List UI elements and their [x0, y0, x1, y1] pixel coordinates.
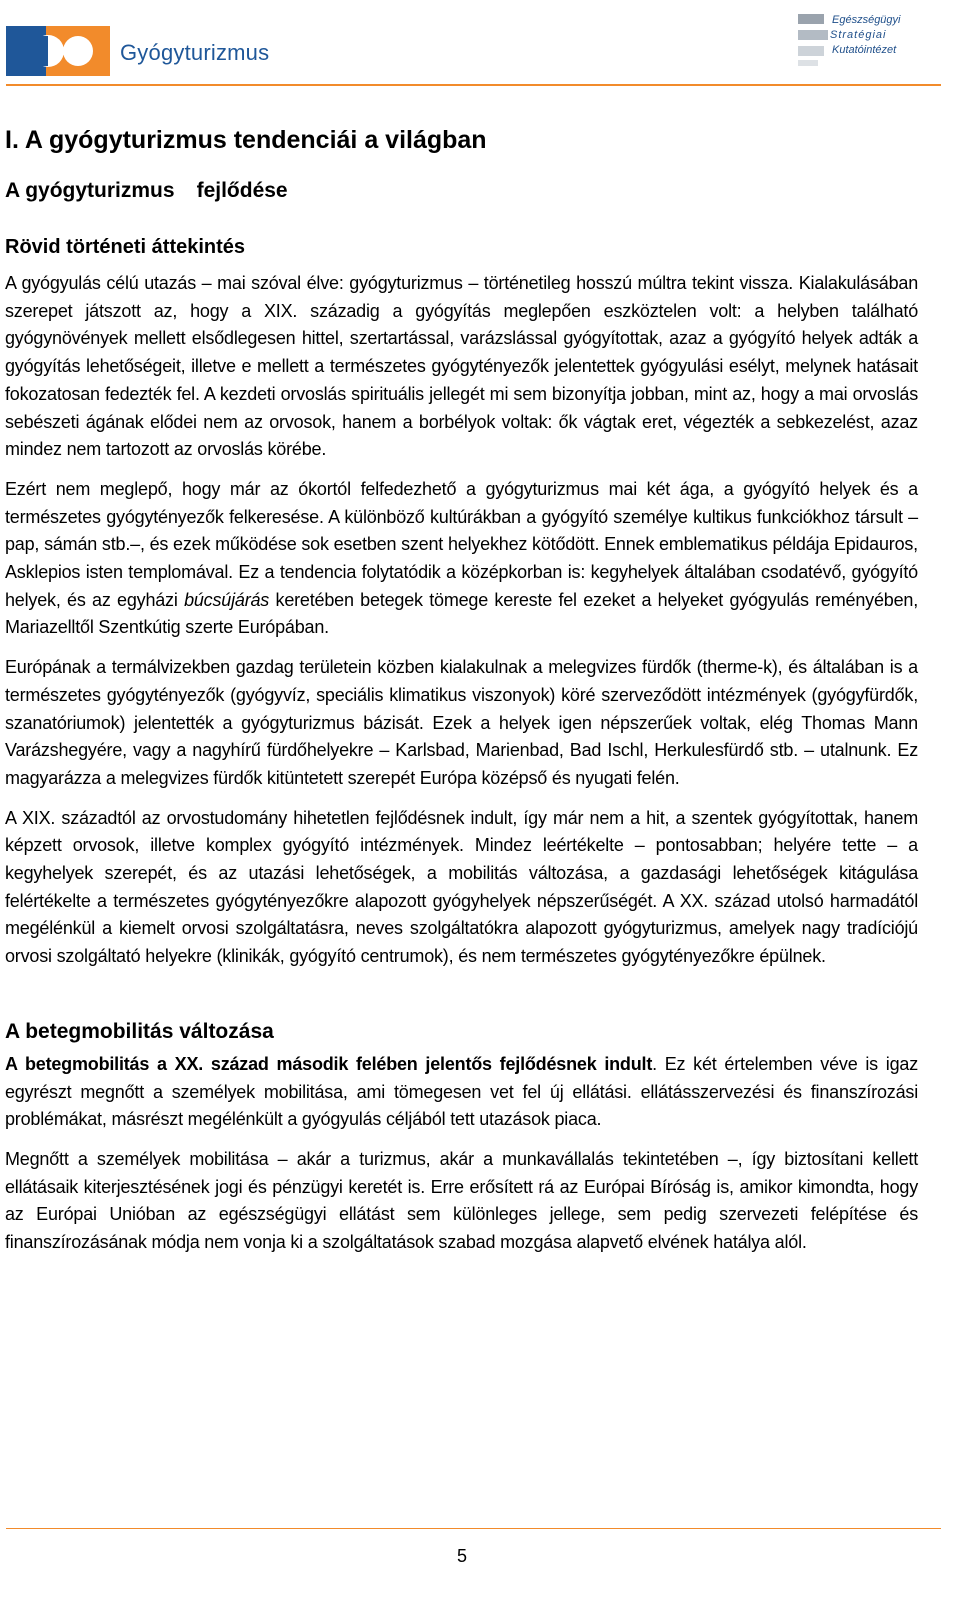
institute-line-2: Stratégiai — [830, 29, 887, 41]
page-number: 5 — [456, 1546, 467, 1566]
gyogyturizmus-logo-icon — [6, 26, 110, 76]
paragraph: A XIX. századtól az orvostudomány hihetetlen fejlődésnek indult, így már nem a hit, a szentek gyógyítottak, hanem képzett orvosok, illetve komplex gyógyító intézmények. Mindez leértékelte – pontosabban; helyére tette – a kegyhelyek szerepét, és az utazási lehetőségek, a mobilitás változása, a gazdasági lehetőségek kitágulása felértékelte a természetes gyógytényezőkre alapozott gyógyhelyek népszerűségét. A XX. század utolsó harmadától megélénkül a kiemelt orvosi szolgáltatásra, neves szolgáltatókra alapozott gyógyturizmus, amelyek nagy tradíciójú orvosi szolgáltató helyekre (klinikák, gyógyító centrumok), és nem természetes gyógytényezőkre épülnek. — [5, 807, 918, 967]
document-body — [5, 120, 918, 1257]
subtitle-part-a: A gyógyturizmus — [5, 179, 175, 202]
paragraph-italic-text: búcsújárás — [184, 589, 270, 610]
paragraph — [5, 1051, 918, 1134]
subtitle-part-b: fejlődése — [196, 179, 288, 202]
section-mobility — [5, 1017, 918, 1257]
institute-line-3: Kutatóintézet — [832, 44, 897, 56]
paragraph-bold-text: A betegmobilitás a XX. század második felében jelentős fejlődésnek indult — [5, 1053, 653, 1074]
paragraph — [5, 476, 918, 642]
paragraph-text: keretében betegek tömege kereste fel ezeket a helyeket gyógyulás reményében, Mariazelltől Szentkútig szerte Európában. — [5, 589, 919, 638]
paragraph: Megnőtt a személyek mobilitása – akár a turizmus, akár a munkavállalás tekintetében –, így biztosítani kellett ellátásaik kiterjesztésének jogi és pénzügyi keretét is. Erre erősített rá az Európai Bíróság is, amikor kimondta, hogy az Európai Unióban az egészségügyi ellátást sem különleges jellege, sem pedig szervezeti felépítése és finanszírozásának módja nem vonja ki a szolgáltatások szabad mozgása alapvető elvének hatálya alól. — [5, 1148, 918, 1253]
paragraph: A gyógyulás célú utazás – mai szóval élve: gyógyturizmus – történetileg hosszú múltra tekint vissza. Kialakulásában szerepet játszott az, hogy a XIX. századig a gyógyítás meglepően eszköztelen volt: a helyben található gyógynövények mellett elsődlegesen hittel, szertartással, varázslással gyógyítottak, azaz a gyógyító helyek adták a gyógyítás lehetőségeit, illetve e mellett a természetes gyógytényezők jelentettek gyógyulási esélyt, melynek hatásait fokozatosan fedezték fel. A kezdeti orvoslás spirituális jellegét mi sem bizonyítja jobban, mint az, hogy a mai orvoslás sebészeti ágának elődei nem az orvosok, hanem a borbélyok voltak: ők vágtak eret, végezték a sebkezelést, azaz mindez nem tartozott az orvoslás körébe. — [5, 273, 918, 460]
paragraph-text: Ezért nem meglepő, hogy már az ókortól felfedezhető a gyógyturizmus mai két ága, a gyógyító helyek és a természetes gyógytényezők felkeresése. A különböző kultúrákban a gyógyító személye kultikus funkciókhoz társult – pap, sámán stb.–, és ezek működése sok esetben szent helyekhez kötődött. Ennek emblematikus példája Epidauros, Asklepios isten templomával. Ez a tendencia folytatódik a középkorban is: kegyhelyek általában csodatévő, gyógyító helyek, és az egyházi — [5, 478, 918, 610]
brand-name: Gyógyturizmus — [120, 40, 270, 65]
page-title: I. A gyógyturizmus tendenciái a világban — [5, 126, 487, 154]
footer-divider — [6, 1528, 941, 1529]
institute-name — [832, 13, 901, 58]
section-heading-history: Rövid történeti áttekintés — [5, 236, 246, 258]
section-heading-mobility: A betegmobilitás változása — [5, 1019, 274, 1043]
paragraph: Európának a termálvizekben gazdag területein közben kialakulnak a melegvizes fürdők (therme-k), és általában is a természetes gyógytényezők (gyógyvíz, speciális klimatikus viszonyok) köré szerveződött intézmények (gyógyfürdők, szanatóriumok) jelentették a gyógyturizmus bázisát. Ezek a helyek igen népszerűek voltak, elég Thomas Mann Varázshegyére, vagy a nagyhírű fürdőhelyekre – Karlsbad, Marienbad, Bad Ischl, Herkulesfürdő stb. – utalnunk. Ez magyarázza a melegvizes fürdők kitüntetett szerepét Európa középső és nyugati felén. — [5, 657, 918, 788]
page-subtitle — [5, 176, 918, 206]
page-header — [0, 0, 960, 90]
paragraph-text: . Ez két értelemben véve is igaz egyrészt megnőtt a személyek mobilitása, ami tömegesen vet fel új ellátási. ellátásszervezési és finanszírozási problémákat, másrészt megélénkült a gyógyulás céljából tett utazások piaca. — [5, 1053, 918, 1130]
header-divider — [6, 84, 941, 86]
institute-line-1: Egészségügyi — [832, 14, 901, 26]
